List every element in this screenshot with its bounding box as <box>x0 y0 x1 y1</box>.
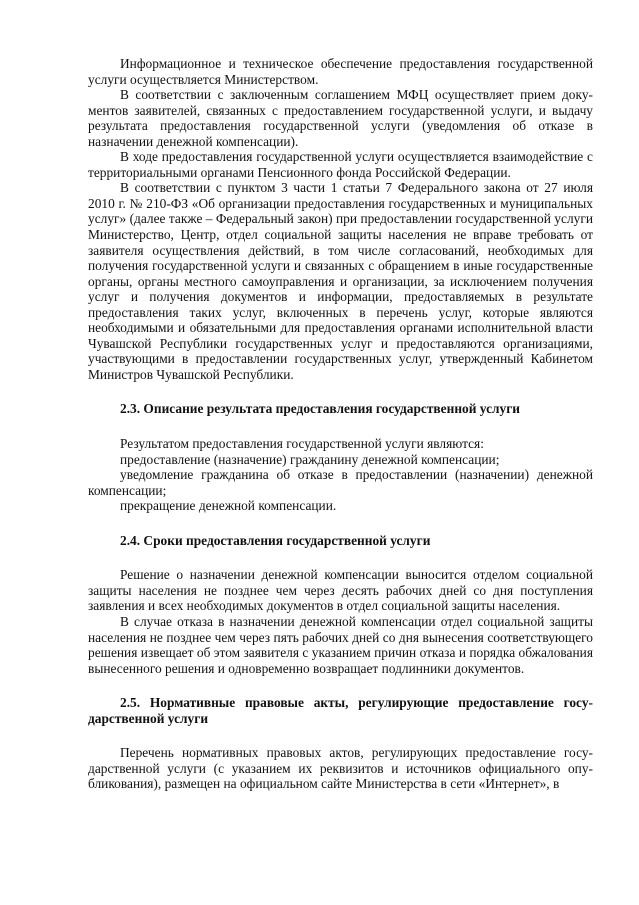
paragraph-refusal-term: В случае отказа в назначении денежной компенсации отдел социальной защиты населения не позднее чем через пять рабочих дней со дня вынесения соответствующего решения извещает об этом заявителя с указанием причин отказа и порядка обжалования вынесенного решения и одновременно возвращает подлинники документов. <box>88 613 593 676</box>
paragraph-pension-fund: В ходе предоставления государственной услуги осуществляется взаимодействие с территориальными органами Пенсионного фонда Российской Федерации. <box>88 149 593 180</box>
paragraph-federal-law: В соответствии с пунктом 3 части 1 статьи 7 Федерального закона от 27 июля 2010 г. № 210-ФЗ «Об организации предоставления государственных и муниципальных услуг» (далее также – Федеральный закон) при предоставлении государственной услуги Министерство, Центр, отдел социальной защиты населения не вправе требовать от заявителя осуществления действий, в том числе согласований, необходимых для получения государственной услуги и связанных с обращением в иные государственные органы, органы местного самоуправления и организации, за исключением получения услуг и получения документов и информации, предоставляемых в результате предоставления таких услуг, включенных в перечень услуг, которые являются необходимыми и обязательными для предоставления органами исполнительной власти Чувашской Республики государственных услуг и предоставляются организациями, участвующими в предоставлении государственных услуг, утвержденный Кабинетом Министров Чувашской Республики. <box>88 180 593 382</box>
section-heading-2-5: 2.5. Нормативные правовые акты, регулирующие предоставление государственной услуги <box>88 695 593 726</box>
result-item-line: уведомление гражданина об отказе в предоставлении (назначении) денежной компенсации; <box>88 467 593 498</box>
section-heading-2-3: 2.3. Описание результата предоставления государственной услуги <box>120 401 521 417</box>
document-page <box>88 56 593 792</box>
result-item-line: прекращение денежной компенсации. <box>120 498 337 514</box>
result-item-line: предоставление (назначение) гражданину денежной компенсации; <box>120 451 500 467</box>
section-heading-2-4: 2.4. Сроки предоставления государственной услуги <box>120 532 431 548</box>
paragraph-info-support: Информационное и техническое обеспечение предоставления государственной услуги осуществляется Министерством. <box>88 56 593 87</box>
result-intro-line: Результатом предоставления государственной услуги являются: <box>120 436 484 452</box>
paragraph-legal-acts-list: Перечень нормативных правовых актов, регулирующих предоставление государственной услуги (с указанием их реквизитов и источников официального опубликования), размещен на официальном сайте Министерства в сети «Интернет», в <box>88 745 593 792</box>
paragraph-mfc-agreement: В соответствии с заключенным соглашением МФЦ осуществляет прием документов заявителей, связанных с предоставлением государственной услуги, и выдачу результата предоставления государственной услуги (уведомления об отказе в назначении денежной компенсации). <box>88 87 593 149</box>
paragraph-decision-term: Решение о назначении денежной компенсации выносится отделом социальной защиты населения не позднее чем через десять рабочих дней со дня поступления заявления и всех необходимых документов в отдел социальной защиты населения. <box>88 567 593 614</box>
